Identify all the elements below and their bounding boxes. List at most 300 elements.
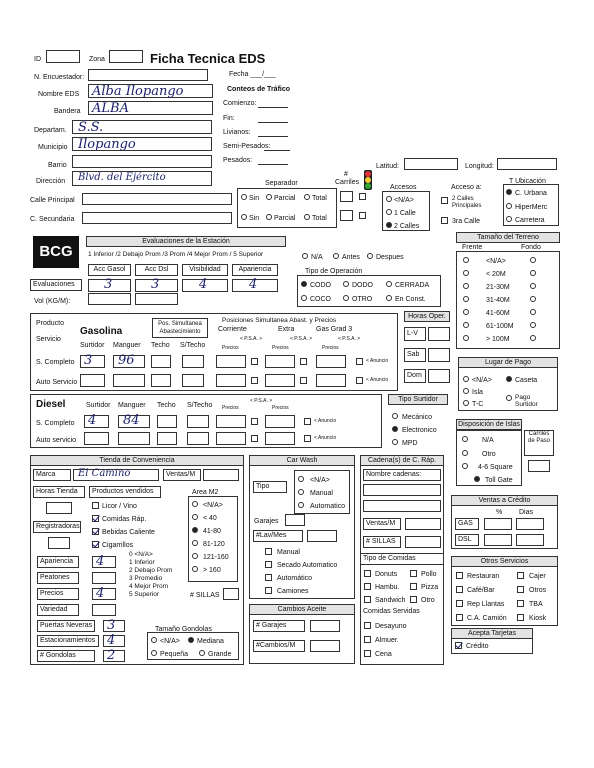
evaluaciones-scale: 1 Inferior /2 Debajo Prom /3 Prom /4 Mejor Prom / 5 Superior bbox=[88, 251, 264, 258]
sep1-total-radio[interactable] bbox=[304, 194, 310, 200]
otros-tba-check[interactable] bbox=[517, 600, 524, 607]
cadena-sillas-field[interactable] bbox=[405, 536, 441, 548]
carwash-title: Car Wash bbox=[249, 455, 355, 466]
dsl-anuncio-2: < Anuncio bbox=[314, 435, 337, 441]
comienzo-line[interactable] bbox=[258, 107, 288, 108]
gond-mediana-label: Mediana bbox=[197, 638, 224, 645]
terreno-frente-radio-1[interactable] bbox=[463, 270, 469, 276]
islas-square-label: 4-6 Square bbox=[478, 464, 513, 471]
acceso-3ra-label: 3ra Calle bbox=[452, 218, 481, 225]
tienda-marca-value: El Camino bbox=[78, 468, 131, 479]
sep1-sin-label: Sin bbox=[249, 195, 260, 202]
cadena-otro-check[interactable] bbox=[410, 596, 417, 603]
credito-title: Ventas a Crédito bbox=[451, 495, 558, 506]
islas-carriles-label: Carriles de Paso bbox=[524, 430, 554, 456]
gas-corriente-check[interactable] bbox=[251, 358, 258, 365]
dsl-as-precio-1[interactable] bbox=[216, 432, 246, 445]
departam-label: Departam. bbox=[34, 127, 67, 134]
gas-anuncio-check-1[interactable] bbox=[356, 358, 363, 365]
cw-lavmes-label: #Lav/Mes bbox=[253, 530, 303, 542]
dsl-surtidor-value: 4 bbox=[88, 413, 97, 428]
sep2-parcial-radio[interactable] bbox=[266, 214, 272, 220]
extra-label: Extra bbox=[278, 326, 295, 333]
otros-ca-check[interactable] bbox=[456, 614, 463, 621]
dsl-as-techo-field[interactable] bbox=[157, 432, 177, 445]
op-dodo-radio[interactable] bbox=[343, 281, 349, 287]
pago-surtidor-radio[interactable] bbox=[506, 395, 512, 401]
calle-secundaria-field[interactable] bbox=[82, 212, 232, 224]
tarjetas-section bbox=[451, 638, 533, 654]
credito-gas-dias[interactable] bbox=[516, 518, 544, 530]
credito-gas-label: GAS bbox=[455, 518, 479, 530]
tienda-scale-item-3: 3 Promedio bbox=[129, 575, 163, 582]
cadena-ventas-field[interactable] bbox=[405, 518, 441, 530]
islas-otro-label: Otro bbox=[482, 451, 496, 458]
tienda-cigarrillos-check[interactable] bbox=[92, 541, 99, 548]
surtidor-mecanico-label: Mecánico bbox=[402, 414, 432, 421]
cadena-title: Cadena(s) de C. Ráp. bbox=[360, 455, 444, 466]
cambios-m-field[interactable] bbox=[310, 640, 340, 652]
accesos-2-radio[interactable] bbox=[386, 222, 392, 228]
terreno-frente-radio-6[interactable] bbox=[463, 335, 469, 341]
cadena-pizza-check[interactable] bbox=[410, 583, 417, 590]
eval-col-acc-gasol: Acc Gasol bbox=[88, 264, 131, 276]
gas-techo-col: Techo bbox=[151, 342, 170, 349]
dsl-manguer-value: 84 bbox=[123, 413, 140, 428]
islas-square-radio[interactable] bbox=[462, 463, 468, 469]
op-codo-label: CODO bbox=[310, 282, 331, 289]
dsl-as-surtidor-field[interactable] bbox=[84, 432, 109, 445]
cadena-sandwich-label: Sandwich bbox=[375, 597, 406, 604]
gas-as-surtidor-field[interactable] bbox=[80, 374, 105, 387]
terreno-row-label-6: > 100M bbox=[486, 336, 510, 343]
gas-as-manguer-field[interactable] bbox=[113, 374, 145, 387]
credito-dias-label: Dias bbox=[519, 509, 534, 516]
gond-pequena-label: Pequeña bbox=[160, 651, 189, 658]
cw-camiones-label: Camiones bbox=[277, 588, 309, 595]
sep1-parcial-radio[interactable] bbox=[266, 194, 272, 200]
dsl-anuncio-1: < Anuncio bbox=[314, 418, 337, 424]
pago-caseta-radio[interactable] bbox=[506, 376, 512, 382]
terreno-fondo-radio-1[interactable] bbox=[530, 270, 536, 276]
psa-gasgrad: < P.S.A. > bbox=[338, 336, 361, 342]
cw-garajes-label: Garajes bbox=[254, 518, 279, 525]
credito-pct-label: % bbox=[496, 509, 503, 516]
cw-camiones-check[interactable] bbox=[265, 587, 272, 594]
tienda-scale-item-1: 1 Inferior bbox=[129, 559, 155, 566]
cadena-servidas-title: Comidas Servidas bbox=[363, 608, 420, 615]
dsl-as-check-1[interactable] bbox=[251, 435, 258, 442]
tienda-peatones-label: Peatones bbox=[37, 572, 79, 584]
pago-na-radio[interactable] bbox=[463, 376, 469, 382]
despues-radio[interactable] bbox=[367, 253, 373, 259]
tienda-registradoras-field[interactable] bbox=[48, 537, 70, 549]
op-otro-radio[interactable] bbox=[343, 295, 349, 301]
cw-manual-radio[interactable] bbox=[298, 489, 304, 495]
gas-as-extra-check[interactable] bbox=[300, 377, 307, 384]
pago-caseta-label: Caseta bbox=[515, 377, 538, 384]
barrio-field[interactable] bbox=[72, 155, 212, 168]
horas-sab-label: Sab bbox=[404, 348, 426, 362]
otros-ca-label: C.A. Camión bbox=[467, 615, 507, 622]
accesos-1-radio[interactable] bbox=[386, 209, 392, 215]
tarjetas-credito-label: Crédito bbox=[466, 643, 489, 650]
barrio-label: Barrio bbox=[48, 162, 67, 169]
cadena-desayuno-check[interactable] bbox=[364, 622, 371, 629]
tienda-horas-field[interactable] bbox=[46, 502, 72, 514]
sep1-sin-radio[interactable] bbox=[241, 194, 247, 200]
gas-as-extra-precio[interactable] bbox=[265, 374, 295, 387]
op-cerrada-radio[interactable] bbox=[386, 281, 392, 287]
zona-field[interactable] bbox=[109, 50, 143, 63]
gas-anuncio-check-2[interactable] bbox=[356, 377, 363, 384]
cw-automatico-check[interactable] bbox=[265, 574, 272, 581]
terreno-frente-radio-4[interactable] bbox=[463, 309, 469, 315]
precios-gasgrad: Precios bbox=[322, 345, 339, 351]
tipo-surtidor-title: Tipo Surtidor bbox=[388, 394, 448, 405]
otros-title: Otros Servicios bbox=[451, 556, 558, 567]
gas-extra-check[interactable] bbox=[300, 358, 307, 365]
calle-principal-field[interactable] bbox=[82, 193, 232, 205]
pesados-label: Pesados: bbox=[223, 157, 253, 164]
cw-manual-label: Manual bbox=[310, 490, 333, 497]
area-radio-2[interactable] bbox=[192, 527, 198, 533]
eval-col-visibilidad: Visibilidad bbox=[182, 264, 228, 276]
dsl-scompleto-label: S. Completo bbox=[36, 420, 75, 427]
dsl-stecho-col: S/Techo bbox=[187, 402, 213, 409]
acceso-2calles-check[interactable] bbox=[441, 197, 448, 204]
antes-radio[interactable] bbox=[333, 253, 339, 259]
horas-sab-field[interactable] bbox=[428, 348, 450, 362]
dsl-anuncio-check-2[interactable] bbox=[304, 435, 311, 442]
tienda-cigarrillos-label: Cigarrillos bbox=[102, 542, 134, 549]
area-radio-3[interactable] bbox=[192, 540, 198, 546]
dsl-techo-field[interactable] bbox=[157, 415, 177, 428]
area-label-1: < 40 bbox=[203, 515, 217, 522]
latitud-field[interactable] bbox=[404, 158, 458, 170]
cadena-nombre-field-1[interactable] bbox=[363, 484, 441, 496]
cw-garajes-field[interactable] bbox=[285, 514, 305, 526]
dsl-as-manguer-field[interactable] bbox=[118, 432, 150, 445]
cw-auto-radio[interactable] bbox=[298, 502, 304, 508]
cw-lavmes-field[interactable] bbox=[307, 530, 337, 542]
otros-restauran-label: Restauran bbox=[467, 573, 500, 580]
terreno-frente-radio-5[interactable] bbox=[463, 322, 469, 328]
gond-pequena-radio[interactable] bbox=[151, 650, 157, 656]
tienda-estac-value: 4 bbox=[107, 633, 116, 648]
corriente-label: Corriente bbox=[218, 326, 247, 333]
gas-extra-precio[interactable] bbox=[265, 355, 295, 368]
area-label-2: 41-80 bbox=[203, 528, 221, 535]
gasolina-title: Gasolina bbox=[80, 326, 123, 337]
horas-dom-label: Dom bbox=[404, 369, 426, 383]
dsl-precios-1: Precios bbox=[222, 405, 239, 411]
surtidor-mpd-radio[interactable] bbox=[392, 439, 398, 445]
cadena-desayuno-label: Desayuno bbox=[375, 623, 407, 630]
gasgrad-label: Gas Grad 3 bbox=[316, 326, 353, 333]
dsl-techo-col: Techo bbox=[157, 402, 176, 409]
livianos-line[interactable] bbox=[258, 136, 288, 137]
terreno-frente-radio-2[interactable] bbox=[463, 283, 469, 289]
pesados-line[interactable] bbox=[258, 164, 288, 165]
pago-tc-radio[interactable] bbox=[463, 400, 469, 406]
gas-grad-precio[interactable] bbox=[316, 355, 346, 368]
area-label-4: 121-160 bbox=[203, 554, 229, 561]
dsl-anuncio-check-1[interactable] bbox=[304, 418, 311, 425]
area-radio-1[interactable] bbox=[192, 514, 198, 520]
islas-tollgate-radio[interactable] bbox=[474, 476, 480, 482]
otros-restauran-check[interactable] bbox=[456, 572, 463, 579]
carriles-check-2[interactable] bbox=[359, 212, 366, 219]
fin-line[interactable] bbox=[258, 122, 288, 123]
bcg-logo: BCG bbox=[33, 236, 79, 268]
otros-otros-label: Otros bbox=[529, 587, 547, 594]
cw-na-radio[interactable] bbox=[298, 476, 304, 482]
pos-title: Posiciones Simultanea Abast. y Precios bbox=[222, 317, 337, 324]
latitud-label: Latitud: bbox=[376, 163, 399, 170]
carriles-label: Carriles bbox=[335, 179, 360, 186]
tienda-scale-item-4: 4 Mejor Prom bbox=[129, 583, 169, 590]
gas-as-corriente-precio[interactable] bbox=[216, 374, 246, 387]
otros-kiosk-check[interactable] bbox=[517, 614, 524, 621]
separador-box bbox=[237, 188, 337, 228]
gas-as-stecho-field[interactable] bbox=[182, 374, 204, 387]
tienda-scale-item-5: 5 Superior bbox=[129, 591, 159, 598]
terreno-fondo-radio-5[interactable] bbox=[530, 322, 536, 328]
cadena-sandwich-check[interactable] bbox=[364, 596, 371, 603]
municipio-label: Municipio bbox=[38, 144, 68, 151]
op-enconst-label: En Const. bbox=[395, 296, 426, 303]
cw-secado-check[interactable] bbox=[265, 561, 272, 568]
surtidor-mpd-label: MPD bbox=[402, 440, 418, 447]
tienda-ventas-label: Ventas/M bbox=[163, 469, 201, 481]
pago-tc-label: T-C bbox=[472, 401, 484, 408]
terreno-row-label-0: <N/A> bbox=[486, 258, 506, 265]
credito-dsl-pct[interactable] bbox=[484, 534, 512, 546]
vol-gasol-field[interactable] bbox=[88, 293, 131, 305]
sep2-sin-radio[interactable] bbox=[241, 214, 247, 220]
accesos-na-radio[interactable] bbox=[386, 196, 392, 202]
cadena-donuts-check[interactable] bbox=[364, 570, 371, 577]
islas-carriles-field[interactable] bbox=[528, 460, 550, 472]
tarjetas-credito-check[interactable] bbox=[455, 642, 462, 649]
horas-dom-field[interactable] bbox=[428, 369, 450, 383]
surtidor-mecanico-radio[interactable] bbox=[392, 413, 398, 419]
credito-gas-pct[interactable] bbox=[484, 518, 512, 530]
otros-otros-check[interactable] bbox=[517, 586, 524, 593]
sep1-total-label: Total bbox=[312, 195, 327, 202]
terreno-frente-radio-0[interactable] bbox=[463, 257, 469, 263]
otros-rep-label: Rep Llantas bbox=[467, 601, 505, 608]
terreno-fondo-label: Fondo bbox=[521, 244, 541, 251]
pago-isla-label: Isla bbox=[472, 389, 483, 396]
cambios-garajes-label: # Garajes bbox=[253, 620, 305, 632]
terreno-row-label-1: < 20M bbox=[486, 271, 506, 278]
tienda-comidas-label: Comidas Ráp. bbox=[102, 516, 147, 523]
terreno-fondo-radio-2[interactable] bbox=[530, 283, 536, 289]
tienda-registradoras-label: Registradoras bbox=[33, 521, 81, 533]
area-label-3: 81-120 bbox=[203, 541, 225, 548]
bandera-value: ALBA bbox=[92, 101, 129, 116]
gas-surtidor-value: 3 bbox=[84, 353, 93, 368]
dsl-as-stecho-field[interactable] bbox=[187, 432, 209, 445]
semi-line[interactable] bbox=[264, 150, 290, 151]
cadena-cena-label: Cena bbox=[375, 651, 392, 658]
tienda-estac-label: Estacionamientos bbox=[37, 635, 99, 647]
acceso-3ra-check[interactable] bbox=[441, 217, 448, 224]
otros-cajer-label: Cajer bbox=[529, 573, 546, 580]
encuestador-label: N. Encuestador: bbox=[34, 74, 85, 81]
pago-isla-radio[interactable] bbox=[463, 388, 469, 394]
tienda-title: Tienda de Conveniencia bbox=[30, 455, 244, 466]
tienda-gondolas-label: # Gondolas bbox=[37, 650, 95, 662]
servicio-label: Servicio bbox=[36, 336, 61, 343]
cadena-ventas-label: Ventas/M bbox=[363, 518, 401, 530]
eval-col-apariencia: Apariencia bbox=[232, 264, 278, 276]
gas-autoserv-label: Auto Servicio bbox=[36, 379, 78, 386]
gas-surtidor-col: Surtidor bbox=[80, 342, 105, 349]
psa-extra: < P.S.A. > bbox=[290, 336, 313, 342]
credito-dsl-dias[interactable] bbox=[516, 534, 544, 546]
tienda-bebidas-label: Bebidas Caliente bbox=[102, 529, 155, 536]
dsl-stecho-field[interactable] bbox=[187, 415, 209, 428]
tienda-variedad-field[interactable] bbox=[92, 604, 116, 616]
livianos-label: Livianos: bbox=[223, 129, 251, 136]
tienda-ventas-field[interactable] bbox=[203, 469, 239, 481]
accesos-na-label: <N/A> bbox=[394, 197, 414, 204]
tienda-bebidas-check[interactable] bbox=[92, 528, 99, 535]
tienda-puertas-label: Puertas Neveras bbox=[37, 620, 95, 632]
gas-techo-field[interactable] bbox=[151, 355, 171, 368]
dsl-as-precio-2[interactable] bbox=[265, 432, 295, 445]
area-radio-4[interactable] bbox=[192, 553, 198, 559]
antes-na-radio[interactable] bbox=[302, 253, 308, 259]
cw-manual-check[interactable] bbox=[265, 548, 272, 555]
longitud-field[interactable] bbox=[497, 158, 557, 170]
islas-otro-radio[interactable] bbox=[462, 450, 468, 456]
tienda-peatones-field[interactable] bbox=[92, 572, 116, 584]
eval-visibilidad-value: 4 bbox=[199, 277, 208, 292]
terreno-row-label-4: 41-60M bbox=[486, 310, 510, 317]
islas-tollgate-label: Toll Gate bbox=[485, 477, 513, 484]
gond-na-radio[interactable] bbox=[151, 637, 157, 643]
cw-manual-check-label: Manual bbox=[277, 549, 300, 556]
ubicacion-hiper-radio[interactable] bbox=[506, 203, 512, 209]
tienda-licor-check[interactable] bbox=[92, 502, 99, 509]
calle-principal-label: Calle Principal bbox=[30, 197, 75, 204]
bandera-label: Bandera bbox=[54, 108, 81, 115]
ubicacion-carretera-radio[interactable] bbox=[506, 216, 512, 222]
area-radio-0[interactable] bbox=[192, 501, 198, 507]
cadena-hamb-check[interactable] bbox=[364, 583, 371, 590]
area-label-5: > 160 bbox=[203, 567, 221, 574]
op-dodo-label: DODO bbox=[352, 282, 373, 289]
separador-title: Separador bbox=[265, 180, 298, 187]
tienda-precios-label: Precios bbox=[37, 588, 79, 600]
sep2-sin-label: Sin bbox=[249, 215, 260, 222]
accesos-title: Accesos bbox=[390, 184, 417, 191]
horas-oper-title: Horas Oper. bbox=[404, 311, 450, 322]
zona-label: Zona bbox=[89, 56, 105, 63]
terreno-fondo-radio-0[interactable] bbox=[530, 257, 536, 263]
gas-anuncio-2: < Anuncio bbox=[366, 377, 389, 383]
dsl-precio-2[interactable] bbox=[265, 415, 295, 428]
terreno-fondo-radio-6[interactable] bbox=[530, 335, 536, 341]
tienda-comidas-check[interactable] bbox=[92, 515, 99, 522]
cambios-m-label: #Cambios/M bbox=[253, 640, 305, 652]
pos-sim-label: Pos. Simultanea Abastecimiento bbox=[152, 318, 208, 338]
id-field[interactable] bbox=[46, 50, 80, 63]
conteos-title: Conteos de Tráfico bbox=[227, 86, 291, 93]
gond-mediana-radio[interactable] bbox=[188, 637, 194, 643]
op-codo-radio[interactable] bbox=[301, 281, 307, 287]
tienda-area-label: Area M2 bbox=[192, 489, 219, 496]
gas-as-techo-field[interactable] bbox=[151, 374, 171, 387]
pago-surtidor-label: Pago Surtidor bbox=[515, 394, 538, 408]
operacion-title: Tipo de Operación bbox=[305, 268, 363, 275]
area-radio-5[interactable] bbox=[192, 566, 198, 572]
psa-corriente: < P.S.A. > bbox=[240, 336, 263, 342]
carriles-field-1[interactable] bbox=[340, 191, 353, 202]
dsl-check-1[interactable] bbox=[251, 418, 258, 425]
islas-na-radio[interactable] bbox=[462, 436, 468, 442]
nombre-value: Alba Ilopango bbox=[92, 84, 184, 99]
eval-acc-gasol-value: 3 bbox=[104, 277, 113, 292]
tienda-variedad-label: Variedad bbox=[37, 604, 79, 616]
gas-as-corriente-check[interactable] bbox=[251, 377, 258, 384]
gas-corriente-precio[interactable] bbox=[216, 355, 246, 368]
gas-stecho-field[interactable] bbox=[182, 355, 204, 368]
cadena-almuer-check[interactable] bbox=[364, 636, 371, 643]
evaluaciones-row-label: Evaluaciones bbox=[30, 279, 82, 291]
op-enconst-radio[interactable] bbox=[386, 295, 392, 301]
cadena-hamb-label: Hambu. bbox=[375, 584, 400, 591]
cambios-garajes-field[interactable] bbox=[310, 620, 340, 632]
ubicacion-urbana-radio[interactable] bbox=[506, 189, 512, 195]
otros-cafe-check[interactable] bbox=[456, 586, 463, 593]
vol-dsl-field[interactable] bbox=[135, 293, 178, 305]
otros-rep-check[interactable] bbox=[456, 600, 463, 607]
sep1-parcial-label: Parcial bbox=[274, 195, 296, 202]
terreno-frente-radio-3[interactable] bbox=[463, 296, 469, 302]
gond-grande-radio[interactable] bbox=[199, 650, 205, 656]
islas-na-label: N/A bbox=[482, 437, 494, 444]
op-coco-radio[interactable] bbox=[301, 295, 307, 301]
carriles-check-1[interactable] bbox=[359, 193, 366, 200]
sep2-total-radio[interactable] bbox=[304, 214, 310, 220]
op-coco-label: COCO bbox=[310, 296, 331, 303]
horas-lv-field[interactable] bbox=[428, 327, 450, 341]
terreno-fondo-radio-3[interactable] bbox=[530, 296, 536, 302]
otros-cajer-check[interactable] bbox=[517, 572, 524, 579]
surtidor-electronico-radio[interactable] bbox=[392, 426, 398, 432]
gond-grande-label: Grande bbox=[208, 651, 232, 658]
op-otro-label: OTRO bbox=[352, 296, 373, 303]
cadena-pollo-check[interactable] bbox=[410, 570, 417, 577]
gas-as-grad-precio[interactable] bbox=[316, 374, 346, 387]
tienda-sillas-field[interactable] bbox=[223, 588, 239, 600]
carriles-field-2[interactable] bbox=[340, 210, 353, 221]
comienzo-label: Comienzo: bbox=[223, 100, 257, 107]
dsl-precio-1[interactable] bbox=[216, 415, 246, 428]
cadena-cena-check[interactable] bbox=[364, 650, 371, 657]
cadena-sillas-label: # SILLAS bbox=[363, 536, 401, 548]
terreno-fondo-radio-4[interactable] bbox=[530, 309, 536, 315]
encuestador-field[interactable] bbox=[88, 69, 208, 81]
tienda-productos-label: Productos vendidos bbox=[89, 486, 161, 498]
traffic-light-icon bbox=[364, 170, 372, 190]
cadena-nombre-field-2[interactable] bbox=[363, 500, 441, 512]
